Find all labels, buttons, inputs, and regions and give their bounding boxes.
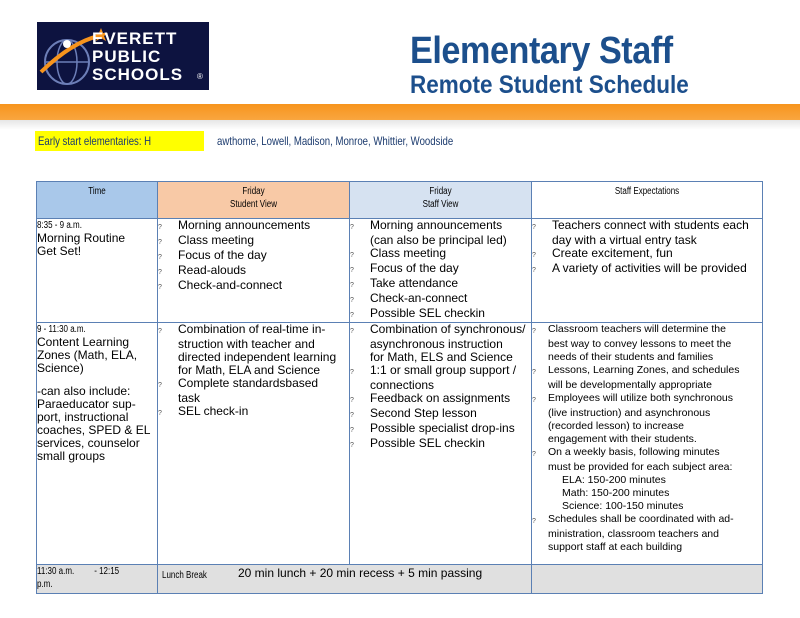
student-cell-content [158,323,350,565]
bullet-text: Complete standardsbased [178,376,319,390]
logo-line-3: SCHOOLS [92,65,184,84]
bullet-text: Science: 100-150 minutes [562,500,684,512]
bullet-text: directed independent learning [178,350,337,364]
bullet-text: Lessons, Learning Zones, and schedules [548,364,740,376]
bullet-icon: ? [158,328,162,335]
time-note: port, instructional [37,410,129,424]
bullet-text: for Math, ELA and Science [178,363,321,377]
time-range [37,565,133,578]
bullet-text: On a weekly basis, following minutes [548,446,720,458]
list-item [532,247,762,262]
bullet-icon: ? [350,369,354,376]
time-cell-morning [37,219,158,323]
bullet-text: ministration, classroom teachers and [548,528,719,540]
bullet-icon: ? [350,297,354,304]
bullet-text: Possible specialist drop-ins [370,421,515,435]
bullet-icon: ? [532,518,536,525]
bullet-icon: ? [350,224,354,231]
bullet-icon: ? [532,328,536,335]
time-end: - 12:15 [94,566,120,577]
list-item [158,264,349,279]
bullet-text: will be developmentally appropriate [548,379,713,391]
time-range: 9 - 11:30 a.m. [37,324,86,335]
staff-cell-morning [350,219,532,323]
bullet-icon: ? [350,328,354,335]
minutes-ela [532,474,762,487]
list-item [350,262,531,277]
time-title: Get Set! [37,244,82,258]
bullet-text: Check-an-connect [370,291,468,305]
minutes-math [532,487,762,500]
bullet-text: Class meeting [370,246,447,260]
page-subtitle: Remote Student Schedule [410,71,689,99]
bullet-text: best way to convey lessons to meet the [548,338,732,350]
schedule-table [36,181,763,594]
list-item [350,407,531,422]
bullet-icon: ? [350,412,354,419]
bullet-text: must be provided for each subject area: [548,461,733,473]
expectations-cell-content [532,323,763,565]
bullet-text: day with a virtual entry task [552,233,697,247]
lunch-detail: 20 min lunch + 20 min recess + 5 min passing [238,566,483,580]
bullet-icon: ? [350,282,354,289]
bullet-icon: ? [350,252,354,259]
list-item-continued [532,528,762,541]
list-item [532,364,762,379]
bullet-icon: ? [158,269,162,276]
list-item [158,405,349,420]
list-item [158,323,349,338]
time-title: Science) [37,361,84,375]
list-item-continued [532,407,762,420]
list-item [158,219,349,234]
list-item [532,219,762,234]
time-note: -can also include: [37,384,131,398]
lunch-cell [158,565,532,594]
student-cell-morning [158,219,350,323]
bullet-text: Feedback on assignments [370,391,511,405]
bullet-text: connections [370,378,435,392]
bullet-text: struction with teacher and [178,337,315,351]
bullet-text: Check-and-connect [178,278,283,292]
time-end-suffix: p.m. [37,579,53,590]
bullet-text: Employees will utilize both synchronous [548,392,734,404]
page-title: Elementary Staff [410,30,673,72]
bullet-text: Possible SEL checkin [370,306,485,320]
bullet-text: 1:1 or small group support / [370,363,517,377]
bullet-icon: ? [532,252,536,259]
staff-cell-content [350,323,532,565]
bullet-icon: ? [350,442,354,449]
bullet-text: Second Step lesson [370,406,477,420]
expectations-cell-morning [532,219,763,323]
header-time-label: Time [88,186,106,197]
bullet-icon: ? [532,369,536,376]
time-range: 8:35 - 9 a.m. [37,220,82,231]
list-item [158,234,349,249]
list-item-continued [532,420,762,433]
header-staff-day: Friday [429,186,452,197]
bullet-text: Classroom teachers will determine the [548,323,726,335]
bullet-icon: ? [350,427,354,434]
header-student-day: Friday [242,186,265,197]
everett-public-schools-logo [37,22,209,90]
time-note: coaches, SPED & EL [37,423,151,437]
bullet-text: task [178,391,201,405]
bullet-icon: ? [532,451,536,458]
registered-mark: ® [197,72,203,81]
list-item [532,323,762,338]
list-item [350,364,531,379]
list-item [158,279,349,294]
bullet-icon: ? [532,224,536,231]
header-expectations-label: Staff Expectations [614,186,680,197]
time-cell-content [37,323,158,565]
table-row [37,565,763,594]
list-item-continued [532,379,762,392]
list-item [350,307,531,322]
bullet-icon: ? [532,397,536,404]
time-cell-lunch [37,565,158,594]
bullet-text: Morning announcements [370,218,503,232]
bullet-icon: ? [158,284,162,291]
bullet-text: SEL check-in [178,404,249,418]
bullet-text: (can also be principal led) [370,233,507,247]
bullet-text: Morning announcements [178,218,311,232]
list-item [350,292,531,307]
bullet-icon: ? [158,224,162,231]
list-item [350,422,531,437]
bullet-text: asynchronous instruction [370,337,503,351]
bullet-text: A variety of activities will be provided [552,261,747,275]
logo-line-1: EVERETT [92,29,178,48]
bullet-icon: ? [158,239,162,246]
header-time [37,182,158,219]
list-item [532,446,762,461]
minutes-science [532,500,762,513]
time-note: services, counselor [37,436,140,450]
list-item-continued [532,338,762,351]
list-item [350,323,531,338]
bullet-text: ELA: 150-200 minutes [562,474,666,486]
bullet-text: Combination of synchronous/ [370,322,526,336]
bullet-text: Class meeting [178,233,255,247]
header-row [37,182,763,219]
list-item [350,277,531,292]
bullet-text: for Math, ELS and Science [370,350,513,364]
time-title: Morning Routine [37,231,126,245]
bullet-text: support staff at each building [548,541,683,553]
bullet-text: Focus of the day [370,261,459,275]
header-staff-label: Staff View [422,199,459,210]
header-staff-expectations [532,182,763,219]
bullet-icon: ? [532,267,536,274]
bullet-text: (live instruction) and asynchronous [548,407,711,419]
divider-shadow [0,120,800,130]
time-title: Zones (Math, ELA, [37,348,138,362]
list-item [158,377,349,392]
early-start-schools: awthome, Lowell, Madison, Monroe, Whittier, Woodside [217,134,454,148]
bullet-text: Math: 150-200 minutes [562,487,670,499]
time-note: small groups [37,449,106,463]
bullet-icon: ? [158,410,162,417]
header-student-label: Student View [230,199,277,210]
list-item-continued [532,461,762,474]
bullet-text: Read-alouds [178,263,247,277]
list-item [158,249,349,264]
bullet-text: (recorded lesson) to increase [548,420,684,432]
bullet-text: Teachers connect with students each [552,218,749,232]
header-student-view [158,182,350,219]
header-staff-view [350,182,532,219]
list-item [350,219,531,234]
early-start-label: Early start elementaries: H [38,134,152,148]
table-row [37,323,763,565]
bullet-text: Combination of real-time in- [178,322,326,336]
expectations-cell-lunch [532,565,763,594]
lunch-label: Lunch Break [162,570,207,581]
time-note: Paraeducator sup- [37,397,136,411]
bullet-text: needs of their students and families [548,351,714,363]
list-item [532,513,762,528]
list-item [350,392,531,407]
time-start: 11:30 a.m. [37,566,75,577]
list-item-continued [532,351,762,364]
bullet-text: Create excitement, fun [552,246,673,260]
list-item [350,437,531,452]
logo-line-2: PUBLIC [92,47,162,66]
bullet-text: Focus of the day [178,248,267,262]
list-item-continued [532,541,762,554]
orange-divider [0,104,800,120]
bullet-icon: ? [158,254,162,261]
bullet-text: Possible SEL checkin [370,436,485,450]
bullet-icon: ? [350,267,354,274]
table-row [37,219,763,323]
time-title: Content Learning [37,335,130,349]
bullet-text: engagement with their students. [548,433,697,445]
bullet-icon: ? [350,312,354,319]
list-item [532,262,762,277]
bullet-icon: ? [158,382,162,389]
list-item [532,392,762,407]
list-item-continued [532,433,762,446]
bullet-text: Schedules shall be coordinated with ad- [548,513,734,525]
list-item [350,247,531,262]
bullet-text: Take attendance [370,276,459,290]
bullet-icon: ? [350,397,354,404]
